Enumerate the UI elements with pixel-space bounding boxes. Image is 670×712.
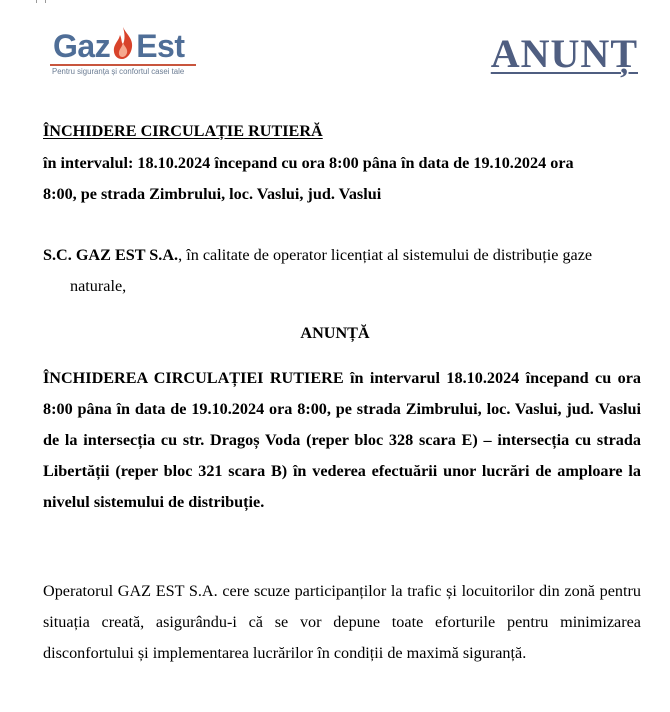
announce-heading: ANUNȚĂ <box>300 324 370 342</box>
intro-line-1-rest: , în calitate de operator licențiat al sistemului de distribuție gaze <box>178 246 593 264</box>
page-corner-mark <box>36 0 46 3</box>
page-title: ANUNȚ <box>490 31 638 76</box>
gaz-est-logo <box>50 26 198 84</box>
apology-paragraph: Operatorul GAZ EST S.A. cere scuze participanților la trafic și locuitorilor din zonă pentru situația creată, asigurându-i că se vor depune toate eforturile pentru minimizarea disconfortului și implementarea lucrărilor în condiții de maximă siguranță. <box>43 582 641 662</box>
intro-line-1 <box>43 240 641 271</box>
intro-line-2: naturale, <box>70 277 127 295</box>
logo-underline <box>50 64 196 66</box>
logo-tagline: Pentru siguranța și confortul casei tale <box>52 67 185 76</box>
closure-interval-line-1: în intervalul: 18.10.2024 începand cu ora 8:00 pâna în data de 19.10.2024 ora <box>43 154 574 172</box>
flame-icon <box>110 26 136 60</box>
closure-interval-line-2: 8:00, pe strada Zimbrului, loc. Vaslui, jud. Vaslui <box>43 185 382 203</box>
logo-brand-left: Gaz <box>53 28 111 64</box>
logo-brand-right: Est <box>136 28 185 64</box>
company-name: S.C. GAZ EST S.A. <box>43 246 179 264</box>
closure-heading: ÎNCHIDERE CIRCULAȚIE RUTIERĂ <box>43 122 323 140</box>
announcement-paragraph: ÎNCHIDEREA CIRCULAȚIEI RUTIERE în intervarul 18.10.2024 începand cu ora 8:00 pâna în data de 19.10.2024 ora 8:00, pe strada Zimbrului, loc. Vaslui, jud. Vaslui de la intersecția cu str. Dragoș Voda (reper bloc 328 scara E) – intersecția cu strada Libertății (reper bloc 321 scara B) în vederea efectuării unor lucrări de amploare la nivelul sistemului de distribuție. <box>43 369 641 511</box>
